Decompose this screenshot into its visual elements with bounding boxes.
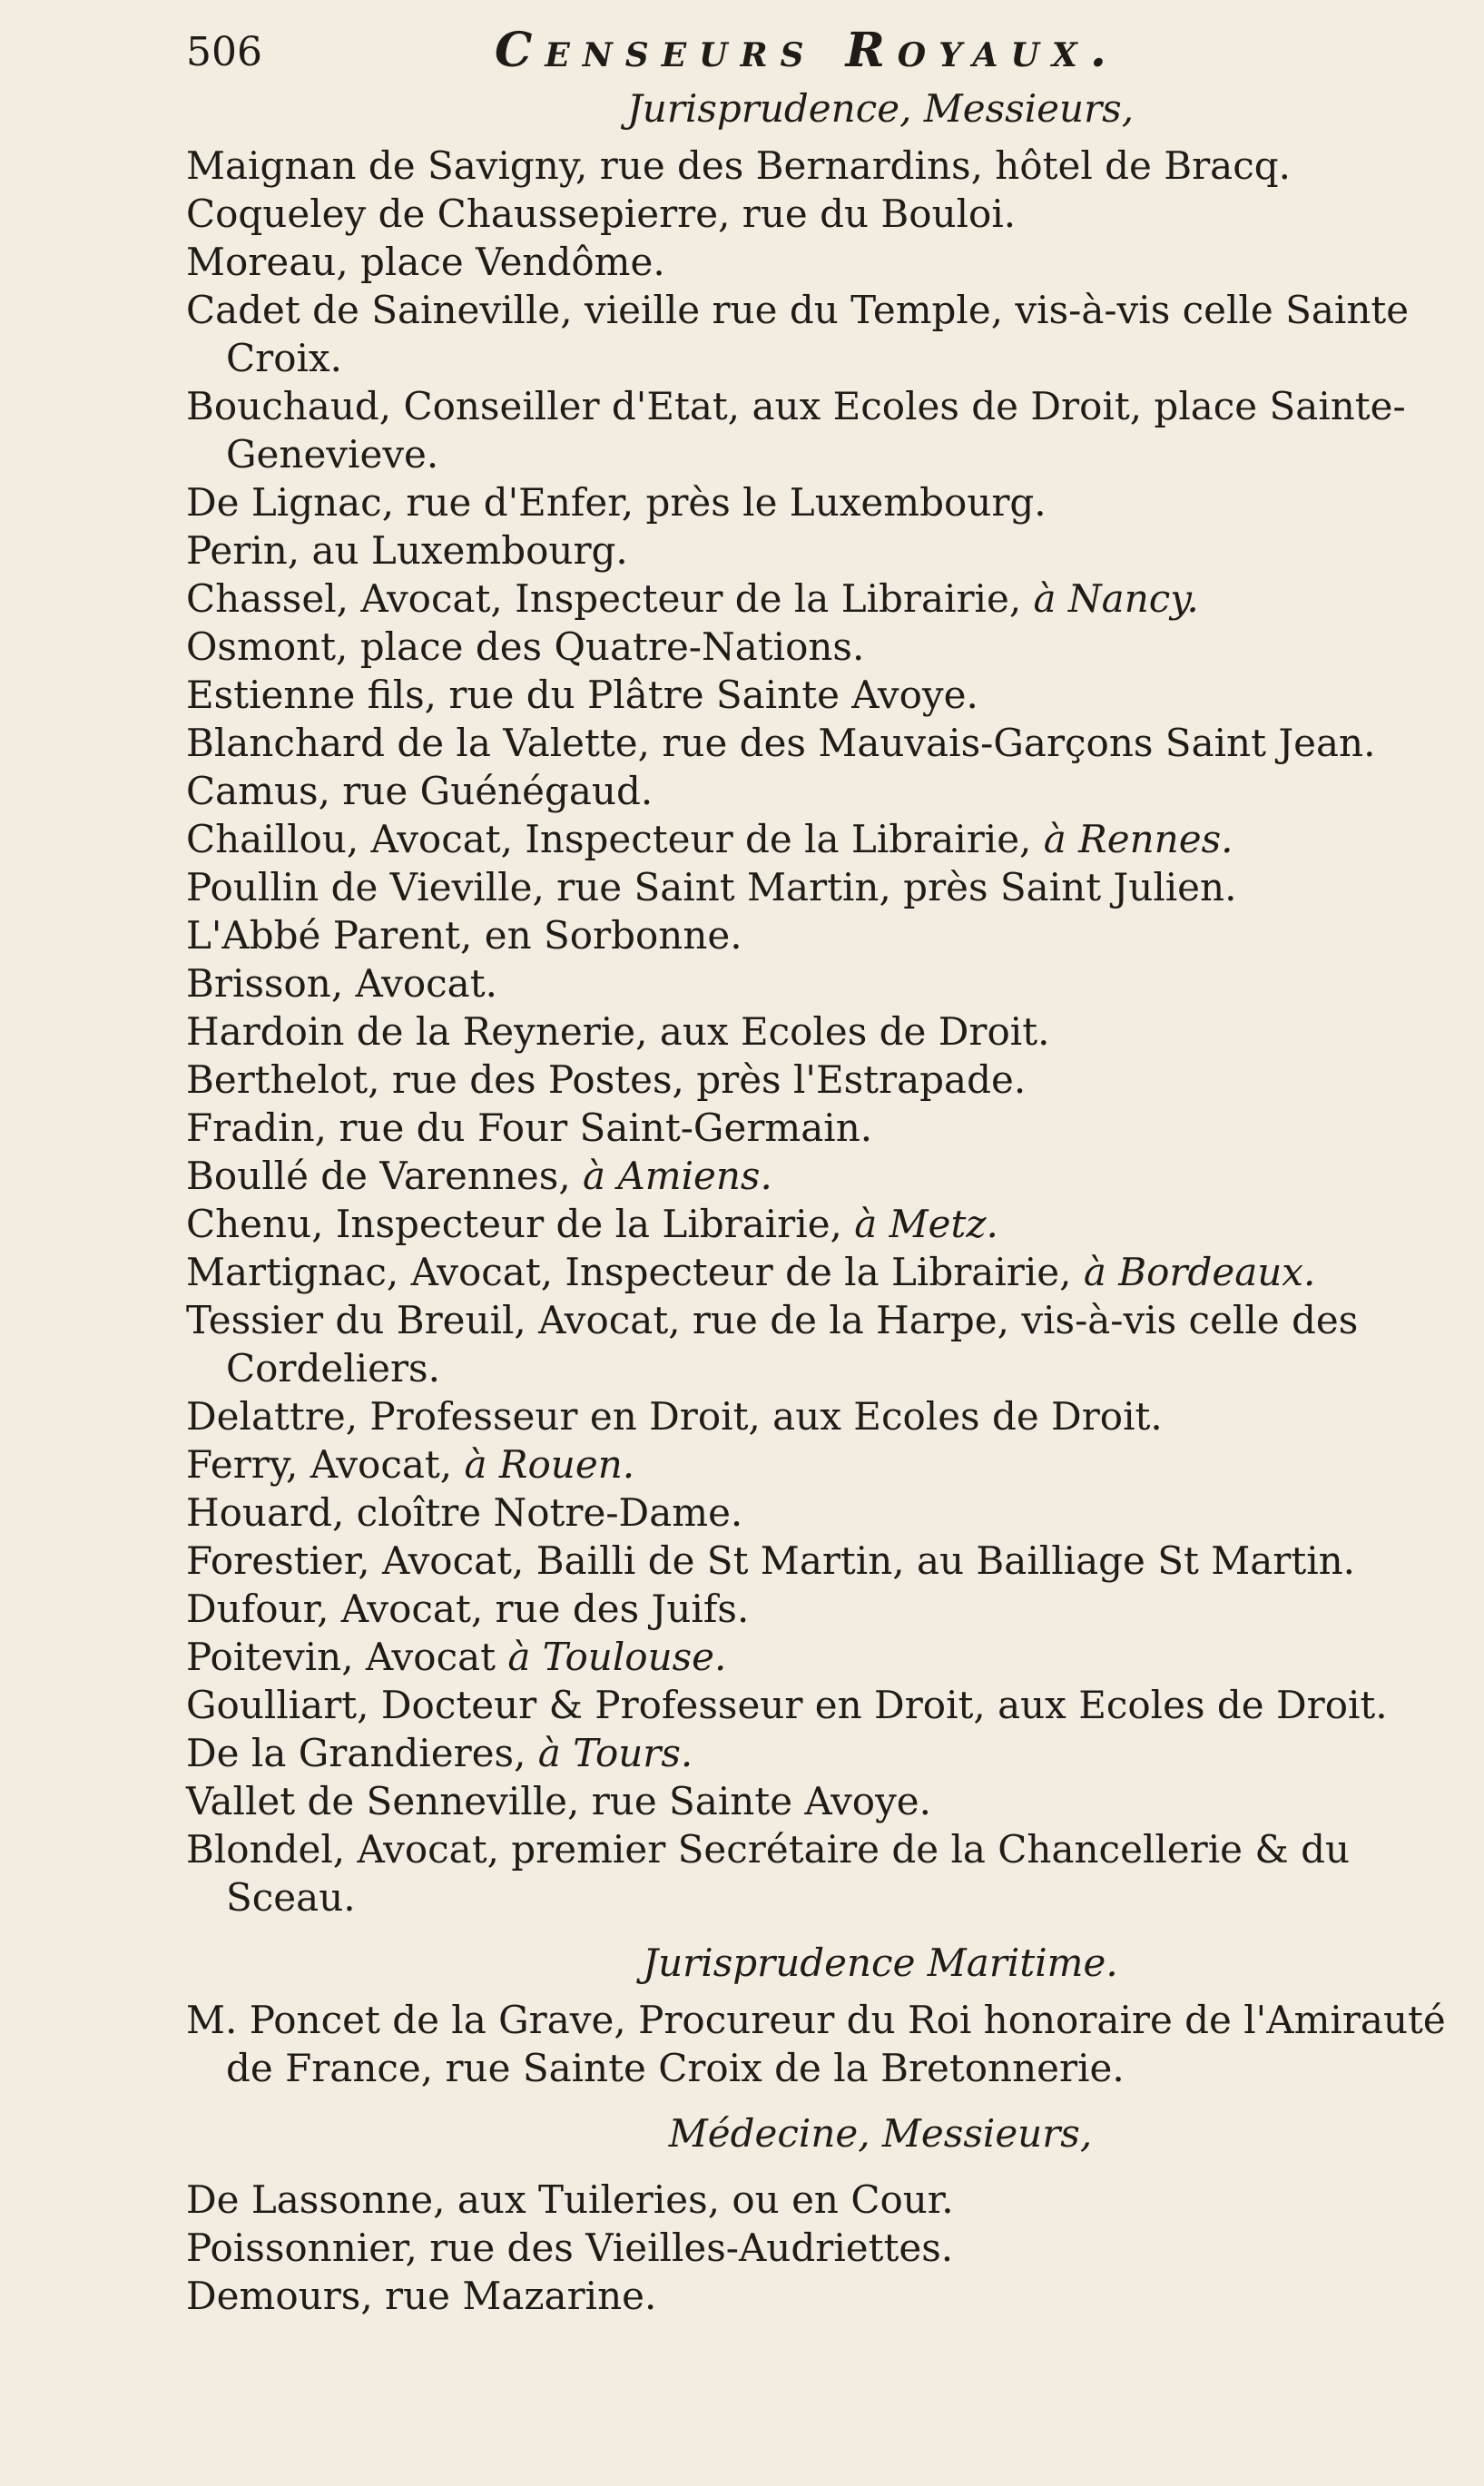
list-item: Chassel, Avocat, Inspecteur de la Librairie, à Nancy. [186, 576, 1199, 621]
list-item: Poissonnier, rue des Vieilles-Audriettes. [186, 2226, 954, 2270]
list-item: Poitevin, Avocat à Toulouse. [186, 1635, 727, 1679]
list-item: Vallet de Senneville, rue Sainte Avoye. [186, 1779, 932, 1823]
list-item: Bouchaud, Conseiller d'Etat, aux Ecoles de Droit, place Sainte-Genevieve. [186, 384, 1406, 477]
place-name: à Amiens. [583, 1154, 772, 1198]
section-list-jurisprudence [186, 142, 1466, 1921]
list-item: Fradin, rue du Four Saint-Germain. [186, 1105, 873, 1150]
list-item: Delattre, Professeur en Droit, aux Ecoles de Droit. [186, 1394, 1163, 1439]
list-item: Goulliart, Docteur & Professeur en Droit, aux Ecoles de Droit. [186, 1683, 1388, 1727]
list-item: Hardoin de la Reynerie, aux Ecoles de Droit. [186, 1009, 1050, 1054]
list-item: Ferry, Avocat, à Rouen. [186, 1442, 635, 1487]
list-item: Osmont, place des Quatre-Nations. [186, 624, 865, 669]
list-item: Maignan de Savigny, rue des Bernardins, hôtel de Bracq. [186, 143, 1291, 188]
list-item: Tessier du Breuil, Avocat, rue de la Harpe, vis-à-vis celle des Cordeliers. [186, 1298, 1359, 1390]
list-item: Martignac, Avocat, Inspecteur de la Librairie, à Bordeaux. [186, 1250, 1316, 1294]
list-item: De Lignac, rue d'Enfer, près le Luxembourg. [186, 480, 1047, 525]
page-body [186, 84, 1466, 2320]
list-item: Perin, au Luxembourg. [186, 528, 628, 573]
list-item: Forestier, Avocat, Bailli de St Martin, au Bailliage St Martin. [186, 1538, 1356, 1583]
section-list-jurisprudence-maritime [186, 1996, 1466, 2092]
list-item: Dufour, Avocat, rue des Juifs. [186, 1587, 750, 1631]
list-item: Blanchard de la Valette, rue des Mauvais-Garçons Saint Jean. [186, 721, 1376, 765]
list-item: Cadet de Saineville, vieille rue du Temple, vis-à-vis celle Sainte Croix. [186, 288, 1410, 380]
list-item: Coqueley de Chaussepierre, rue du Bouloi. [186, 192, 1017, 236]
section-heading-jurisprudence: Jurisprudence, Messieurs, [626, 86, 1135, 131]
list-item: Chenu, Inspecteur de la Librairie, à Metz. [186, 1202, 998, 1246]
list-item: Poullin de Vieville, rue Saint Martin, près Saint Julien. [186, 865, 1237, 909]
list-item: Estienne fils, rue du Plâtre Sainte Avoye. [186, 673, 978, 717]
place-name: à Bordeaux. [1083, 1250, 1316, 1294]
list-item: M. Poncet de la Grave, Procureur du Roi honoraire de l'Amirauté de France, rue Sainte Croix de la Bretonnerie. [186, 1998, 1446, 2090]
list-item: Houard, cloître Notre-Dame. [186, 1490, 743, 1535]
list-item: Moreau, place Vendôme. [186, 240, 665, 284]
section-list-medecine [186, 2176, 1466, 2320]
place-name: à Tours. [537, 1731, 693, 1775]
running-head: Censeurs Royaux. [495, 23, 1119, 78]
list-item: Demours, rue Mazarine. [186, 2274, 657, 2318]
place-name: à Rennes. [1043, 817, 1233, 861]
list-item: Brisson, Avocat. [186, 961, 497, 1006]
place-name: à Toulouse. [507, 1635, 727, 1679]
place-name: à Nancy. [1033, 576, 1199, 621]
list-item: L'Abbé Parent, en Sorbonne. [186, 913, 742, 958]
section-heading-jurisprudence-maritime: Jurisprudence Maritime. [643, 1941, 1118, 1985]
list-item: Berthelot, rue des Postes, près l'Estrapade. [186, 1057, 1027, 1102]
list-item: De Lassonne, aux Tuileries, ou en Cour. [186, 2177, 954, 2222]
place-name: à Rouen. [464, 1442, 635, 1487]
page-header [186, 25, 1457, 76]
list-item: De la Grandieres, à Tours. [186, 1731, 693, 1775]
list-item: Boullé de Varennes, à Amiens. [186, 1154, 772, 1198]
list-item: Blondel, Avocat, premier Secrétaire de la Chancellerie & du Sceau. [186, 1827, 1351, 1920]
list-item: Chaillou, Avocat, Inspecteur de la Librairie, à Rennes. [186, 817, 1233, 861]
section-heading-medecine: Médecine, Messieurs, [668, 2111, 1093, 2156]
place-name: à Metz. [854, 1202, 998, 1246]
page-number: 506 [186, 29, 262, 75]
list-item: Camus, rue Guénégaud. [186, 769, 654, 813]
